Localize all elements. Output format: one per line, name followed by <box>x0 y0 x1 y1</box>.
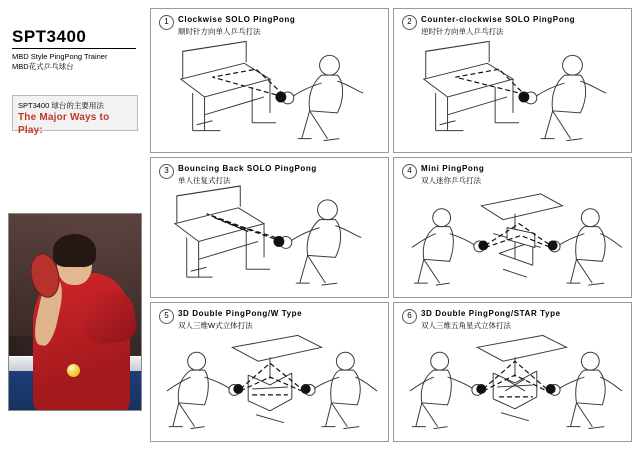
panel-6-illustration <box>396 329 629 439</box>
panel-2-title-cn: 逆时针方向单人乒乓打法 <box>421 27 504 36</box>
ways-label-cn: SPT3400 球台的主要用法 <box>18 101 104 110</box>
panel-5-title-cn: 双人三维W式立体打法 <box>178 321 253 330</box>
left-column <box>0 0 150 450</box>
brand-subtitle-cn: MBD花式乒乓球台 <box>12 62 74 71</box>
panel-4-number: 4 <box>402 164 417 179</box>
panel-5-number: 5 <box>159 309 174 324</box>
panel-2-illustration <box>396 35 629 150</box>
panel-4-illustration <box>396 184 629 295</box>
panel-5-title-en: 3D Double PingPong/W Type <box>178 309 303 318</box>
panel-6-number: 6 <box>402 309 417 324</box>
ways-to-play-box <box>12 95 138 136</box>
player-photo <box>8 213 142 411</box>
brand-block <box>12 28 144 72</box>
panel-3 <box>150 157 389 298</box>
panel-3-title-cn: 单人往复式打法 <box>178 176 231 185</box>
brand-subtitle-en: MBD Style PingPong Trainer <box>12 52 108 61</box>
panel-4-title-en: Mini PingPong <box>421 164 485 173</box>
panel-1-number: 1 <box>159 15 174 30</box>
panel-1 <box>150 8 389 153</box>
panel-2-title-en: Counter-clockwise SOLO PingPong <box>421 15 576 24</box>
panel-1-title-cn: 顺时针方向单人乒乓打法 <box>178 27 261 36</box>
page-title: SPT3400 <box>12 27 87 46</box>
panel-1-title-en: Clockwise SOLO PingPong <box>178 15 296 24</box>
panels-grid <box>150 8 632 442</box>
panel-6-title-cn: 双人三维五角星式立体打法 <box>421 321 511 330</box>
panel-2 <box>393 8 632 153</box>
panel-3-illustration <box>153 184 386 295</box>
panel-3-title-en: Bouncing Back SOLO PingPong <box>178 164 317 173</box>
ways-label-en: The Major Ways to Play: <box>18 112 110 136</box>
panel-4 <box>393 157 632 298</box>
panel-2-number: 2 <box>402 15 417 30</box>
panel-6-title-en: 3D Double PingPong/STAR Type <box>421 309 561 318</box>
photo-ball <box>67 364 80 377</box>
photo-player-hair <box>53 234 97 267</box>
divider <box>12 48 136 49</box>
panel-6 <box>393 302 632 442</box>
panel-4-title-cn: 双人迷你乒乓打法 <box>421 176 481 185</box>
panel-3-number: 3 <box>159 164 174 179</box>
panel-5 <box>150 302 389 442</box>
panel-5-illustration <box>153 329 386 439</box>
panel-1-illustration <box>153 35 386 150</box>
